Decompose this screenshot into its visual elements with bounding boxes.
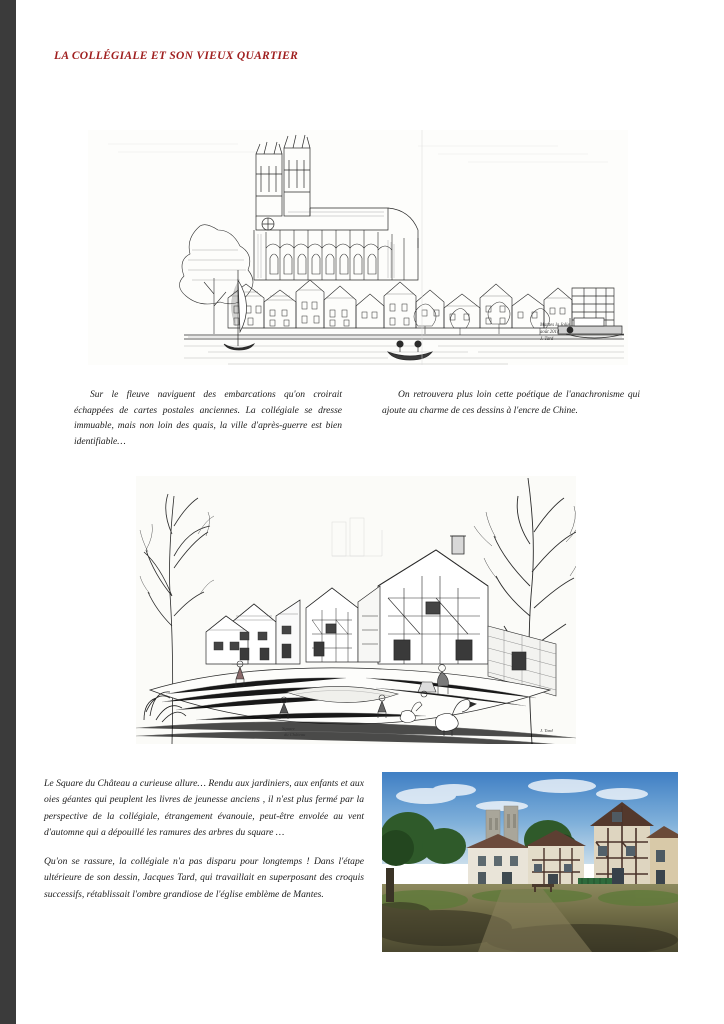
body-text-column-right: On retrouvera plus loin cette poétique de l'anachronisme qui ajoute au charme de ces dessins à l'encre de Chine. — [382, 390, 640, 416]
bottom-text-block — [44, 776, 364, 916]
bottom-paragraph-1: Le Square du Château a curieuse allure… Rendu aux jardiniers, aux enfants et aux oies géantes qui peuplent les livres de jeunesse anciens , il n'est plus fermé par la perspective de la collégiale, étrangement évanouie, peut-être envolée au vent d'automne qui a dépouillé les ramures des arbres du square … — [44, 778, 364, 838]
photo-square-du-chateau-today — [382, 772, 678, 952]
figure1-signature-author: J. Tard — [540, 337, 554, 342]
figure-collegiate-church-riverside — [88, 130, 628, 365]
figure2-caption: Square — [282, 726, 295, 731]
figure2-signature: J. Tard — [540, 728, 553, 733]
body-text-column-left: Sur le fleuve naviguent des embarcations qu'on croirait échappées de cartes postales anciennes. La collégiale se dresse immuable, mais non loin des quais, la ville d'après-guerre est bien identifiable… — [74, 390, 342, 447]
bottom-paragraph-2: Qu'on se rassure, la collégiale n'a pas disparu pour longtemps ! Dans l'étape ultérieure de son dessin, Jacques Tard, qui travaillait en superposant des croquis successifs, rétablissait l'ombre grandiose de l'église emblème de Mantes. — [44, 856, 364, 900]
figure-square-du-chateau — [136, 476, 576, 744]
figure1-signature-place: Mantes la Jolie — [540, 323, 570, 328]
page-title: LA COLLÉGIALE ET SON VIEUX QUARTIER — [54, 50, 299, 62]
svg-text:du Château: du Château — [284, 732, 306, 737]
figure1-signature-date: août 2014 — [540, 330, 560, 335]
page-left-margin-bar — [0, 0, 16, 1024]
